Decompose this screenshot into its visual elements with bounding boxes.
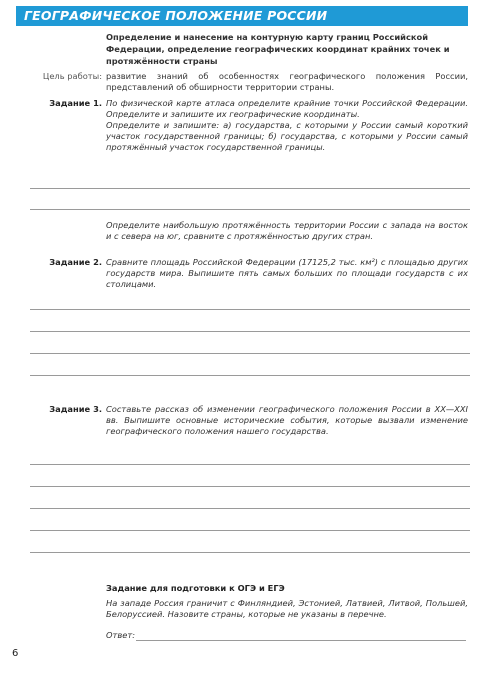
task3-text: Составьте рассказ об изменении географического положения России в XX—XXI вв. Выпишите основные исторические события, которые вызвали изменение географического положения нашего государства. — [106, 404, 468, 436]
answer-line[interactable] — [30, 464, 470, 465]
answer-label: Ответ: — [106, 630, 135, 640]
goal-label: Цель работы: — [42, 71, 102, 81]
answer-input-line[interactable] — [136, 640, 466, 641]
answer-line[interactable] — [30, 331, 470, 332]
exam-heading: Задание для подготовки к ОГЭ и ЕГЭ — [106, 583, 285, 593]
answer-line[interactable] — [30, 552, 470, 553]
exam-text: На западе Россия граничит с Финляндией, Эстонией, Латвией, Литвой, Польшей, Белоруссией. Назовите страны, которые не указаны в перечне. — [106, 598, 468, 619]
answer-line[interactable] — [30, 353, 470, 354]
section-title-band — [16, 6, 468, 26]
answer-line[interactable] — [30, 375, 470, 376]
answer-line[interactable] — [30, 486, 470, 487]
task2-text: Сравните площадь Российской Федерации (17125,2 тыс. км²) с площадью других государств мира. Выпишите пять самых больших по площади государств с их столицами. — [106, 257, 468, 289]
answer-line[interactable] — [30, 188, 470, 189]
answer-line[interactable] — [30, 209, 470, 210]
page-number: 6 — [12, 648, 19, 659]
intro-heading: Определение и нанесение на контурную карту границ Российской Федерации, определение географических координат крайних точек и протяжённости страны — [106, 32, 450, 66]
task2-label: Задание 2. — [49, 257, 102, 267]
task1-block — [106, 98, 468, 153]
task1-text2: Определите и запишите: а) государства, с которыми у России самый короткий участок государственной границы; б) государства, с которыми у России самый протяжённый участок государственной границы. — [106, 120, 468, 152]
task1-label: Задание 1. — [49, 98, 102, 108]
answer-line[interactable] — [30, 508, 470, 509]
answer-line[interactable] — [30, 309, 470, 310]
goal-text: развитие знаний об особенностях географического положения России, представлений об обширности территории страны. — [106, 71, 468, 92]
task1-text1: По физической карте атласа определите крайние точки Российской Федерации. Определите и запишите их географические координаты. — [106, 98, 468, 119]
task1-text3: Определите наибольшую протяжённость территории России с запада на восток и с севера на юг, сравните с протяжённостью других стран. — [106, 220, 468, 241]
section-title: ГЕОГРАФИЧЕСКОЕ ПОЛОЖЕНИЕ РОССИИ — [24, 8, 328, 23]
task3-label: Задание 3. — [49, 404, 102, 414]
answer-line[interactable] — [30, 530, 470, 531]
